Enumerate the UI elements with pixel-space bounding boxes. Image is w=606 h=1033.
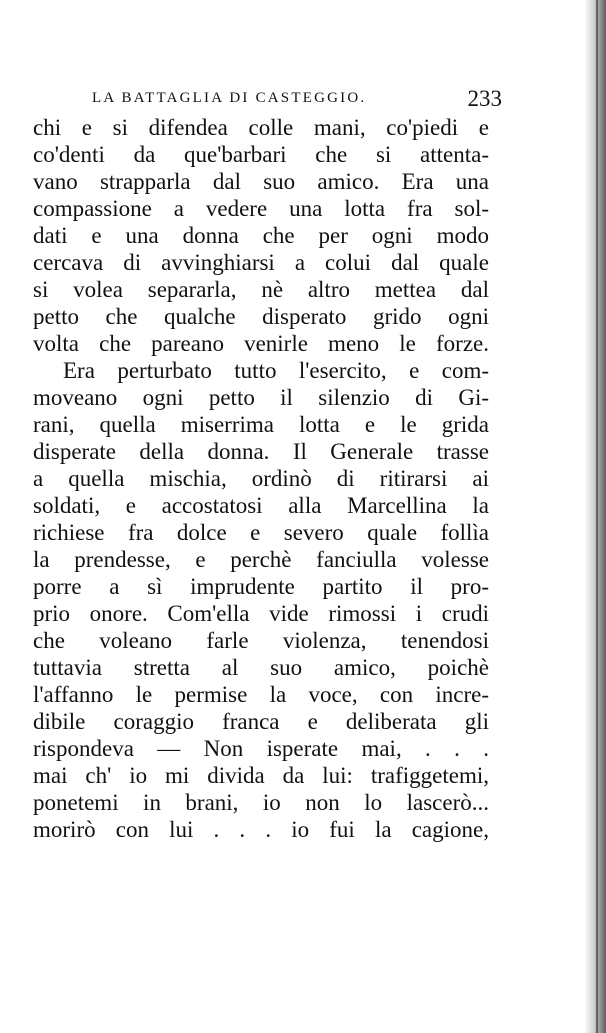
text-line: cercava di avvinghiarsi a colui dal quale: [33, 250, 489, 275]
text-line: l'affanno le permise la voce, con incre-: [33, 682, 489, 707]
text-line: compassione a vedere una lotta fra sol-: [33, 196, 489, 221]
paragraph-start-line: Era perturbato tutto l'esercito, e com-: [63, 358, 489, 383]
text-line: dibile coraggio franca e deliberata gli: [33, 709, 489, 734]
text-line: disperate della donna. Il Generale trasse: [33, 439, 489, 464]
text-line: la prendesse, e perchè fanciulla volesse: [33, 547, 489, 572]
text-line: rispondeva — Non isperate mai, . . .: [33, 736, 489, 761]
text-line: ponetemi in brani, io non lo lascerò...: [33, 790, 489, 815]
text-line: richiese fra dolce e severo quale follìa: [33, 520, 489, 545]
page-edge-line: [596, 0, 598, 1033]
text-line: dati e una donna che per ogni modo: [33, 223, 489, 248]
page-number: 233: [467, 86, 502, 111]
page-edge-shadow: [584, 0, 606, 1033]
text-line: porre a sì imprudente partito il pro-: [33, 574, 489, 599]
text-line: chi e si difendea colle mani, co'piedi e: [33, 115, 489, 140]
running-title: LA BATTAGLIA DI CASTEGGIO.: [92, 90, 367, 106]
text-line: soldati, e accostatosi alla Marcellina la: [33, 493, 489, 518]
text-line: vano strapparla dal suo amico. Era una: [33, 169, 489, 194]
text-line: moveano ogni petto il silenzio di Gi-: [33, 385, 489, 410]
text-line: morirò con lui . . . io fui la cagione,: [33, 817, 489, 842]
text-line: a quella mischia, ordinò di ritirarsi ai: [33, 466, 489, 491]
text-line: petto che qualche disperato grido ogni: [33, 304, 489, 329]
text-line: rani, quella miserrima lotta e le grida: [33, 412, 489, 437]
text-line: mai ch' io mi divida da lui: trafiggetemi,: [33, 763, 489, 788]
text-line: volta che pareano venirle meno le forze.: [33, 331, 489, 356]
text-line: si volea separarla, nè altro mettea dal: [33, 277, 489, 302]
body-text: [33, 114, 489, 843]
text-line: che voleano farle violenza, tenendosi: [33, 628, 489, 653]
text-line: prio onore. Com'ella vide rimossi i crudi: [33, 601, 489, 626]
text-line: tuttavia stretta al suo amico, poichè: [33, 655, 489, 680]
running-head: [92, 86, 502, 111]
text-line: co'denti da que'barbari che si attenta-: [33, 142, 489, 167]
